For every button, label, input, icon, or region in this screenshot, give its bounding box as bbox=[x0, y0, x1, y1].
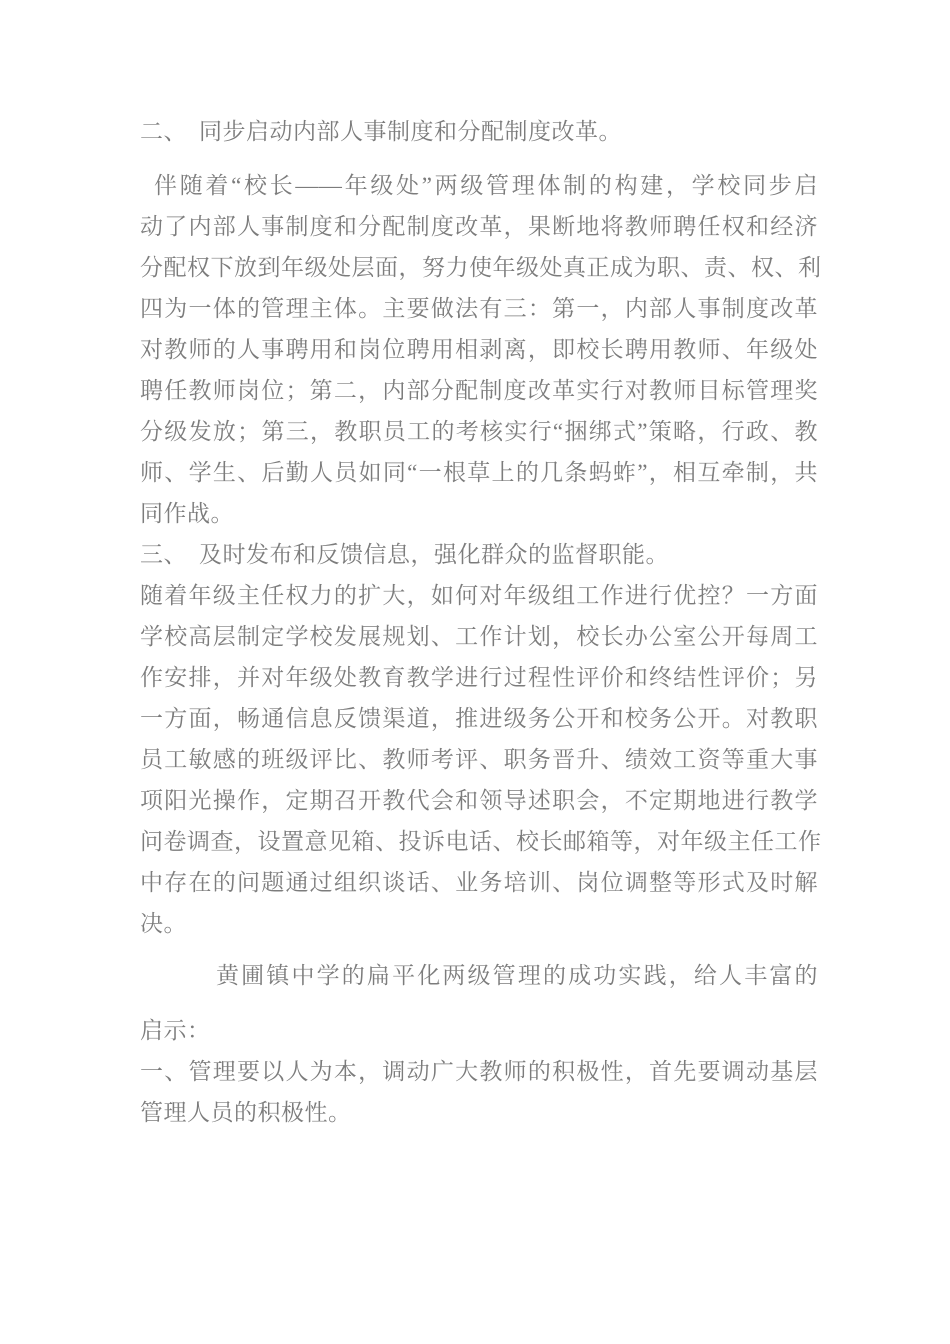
text-line: 问卷调查，设置意见箱、投诉电话、校长邮箱等，对年级主任工作 bbox=[140, 829, 822, 854]
text-line: 伴随着“校长——年级处”两级管理体制的构建，学校同步启 bbox=[154, 173, 818, 198]
text-line: 项阳光操作，定期召开教代会和领导述职会，不定期地进行教学 bbox=[140, 788, 818, 813]
text-line: 随着年级主任权力的扩大，如何对年级组工作进行优控？一方面 bbox=[140, 583, 818, 608]
text-line: 师、学生、后勤人员如同“一根草上的几条蚂蚱”，相互牵制，共 bbox=[140, 460, 818, 485]
text-line: 动了内部人事制度和分配制度改革，果断地将教师聘任权和经济 bbox=[140, 214, 818, 239]
paragraph-end-line: 决。 bbox=[140, 911, 187, 936]
paragraph-end-line: 管理人员的积极性。 bbox=[140, 1100, 352, 1125]
text-line: 分配权下放到年级处层面，努力使年级处真正成为职、责、权、利 bbox=[140, 255, 822, 280]
text-line: 分级发放；第三，教职员工的考核实行“捆绑式”策略，行政、教 bbox=[140, 419, 818, 444]
section2-heading: 二、 同步启动内部人事制度和分配制度改革。 bbox=[140, 119, 622, 144]
text-line: 作安排，并对年级处教育教学进行过程性评价和终结性评价；另 bbox=[140, 665, 818, 690]
text-line: 学校高层制定学校发展规划、工作计划，校长办公室公开每周工 bbox=[140, 624, 818, 649]
paragraph-end-line: 同作战。 bbox=[140, 501, 234, 526]
text-line: 中存在的问题通过组织谈话、业务培训、岗位调整等形式及时解 bbox=[140, 870, 818, 895]
text-line: 四为一体的管理主体。主要做法有三：第一，内部人事制度改革 bbox=[140, 296, 818, 321]
text-line: 一、管理要以人为本，调动广大教师的积极性，首先要调动基层 bbox=[140, 1059, 818, 1084]
text-line: 员工敏感的班级评比、教师考评、职务晋升、绩效工资等重大事 bbox=[140, 747, 818, 772]
text-line: 聘任教师岗位；第二，内部分配制度改革实行对教师目标管理奖 bbox=[140, 378, 818, 403]
conclusion-intro-line: 黄圃镇中学的扁平化两级管理的成功实践，给人丰富的 bbox=[216, 963, 818, 988]
document-text-block bbox=[140, 111, 822, 1133]
section3-heading: 三、 及时发布和反馈信息，强化群众的监督职能。 bbox=[140, 542, 669, 567]
text-line: 对教师的人事聘用和岗位聘用相剥离，即校长聘用教师、年级处 bbox=[140, 337, 818, 362]
text-line: 一方面，畅通信息反馈渠道，推进级务公开和校务公开。对教职 bbox=[140, 706, 818, 731]
text-line: 启示： bbox=[140, 1018, 211, 1043]
